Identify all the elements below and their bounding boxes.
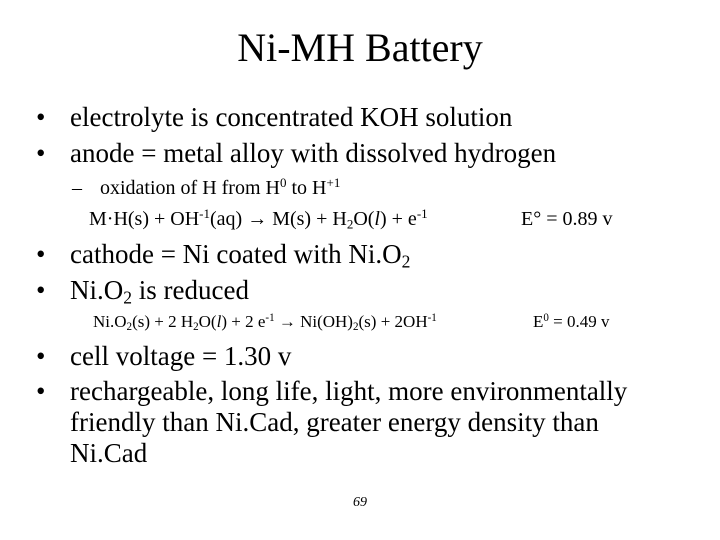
cathode-potential bbox=[533, 311, 610, 333]
eq-sub: 2 bbox=[346, 216, 354, 232]
bullet-text: rechargeable, long life, light, more environmentally bbox=[70, 376, 628, 406]
eq-part: ) + 2 e bbox=[221, 312, 266, 331]
slide-title: Ni-MH Battery bbox=[237, 25, 483, 70]
eq-liquid-l: l bbox=[374, 208, 380, 230]
eq-part: (s) + 2 H bbox=[132, 312, 194, 331]
eq-sub: 2 bbox=[352, 320, 359, 333]
dash-icon: – bbox=[72, 177, 82, 199]
bullet-nio2-reduced bbox=[36, 274, 249, 306]
oxidation-text-1: oxidation of H from H bbox=[100, 177, 280, 199]
bullet-icon: • bbox=[36, 275, 46, 305]
eq-part: M·H(s) + OH bbox=[89, 208, 200, 230]
eq-sup: 0 bbox=[543, 311, 549, 324]
eq-part: Ni.O bbox=[93, 312, 127, 331]
bullet-sub: 2 bbox=[123, 287, 133, 308]
eq-liquid-l: l bbox=[216, 312, 222, 331]
page-number: 69 bbox=[353, 495, 367, 510]
bullet-text: is reduced bbox=[132, 275, 249, 305]
cathode-equation bbox=[93, 311, 437, 333]
bullet-rechargeable bbox=[36, 375, 627, 407]
eq-sup: -1 bbox=[199, 205, 210, 221]
oxidation-sup-2: +1 bbox=[326, 174, 341, 190]
eq-part: → Ni(OH) bbox=[274, 312, 353, 331]
sub-bullet-oxidation bbox=[72, 176, 340, 200]
bullet-text: electrolyte is concentrated KOH solution bbox=[70, 102, 513, 132]
bullet-electrolyte bbox=[36, 101, 512, 133]
bullet-icon: • bbox=[36, 341, 46, 371]
bullet-icon: • bbox=[36, 102, 46, 132]
anode-equation bbox=[89, 207, 428, 231]
bullet-cell-voltage bbox=[36, 340, 291, 372]
anode-potential: E° = 0.89 v bbox=[521, 208, 613, 230]
bullet-text: Ni.O bbox=[70, 275, 124, 305]
bullet-text: cell voltage = 1.30 v bbox=[70, 341, 292, 371]
bullet-rechargeable-line-2: friendly than Ni.Cad, greater energy density than bbox=[70, 407, 599, 437]
bullet-icon: • bbox=[36, 138, 46, 168]
eq-sub: 2 bbox=[126, 320, 133, 333]
eq-part: E bbox=[533, 312, 544, 331]
bullet-sub: 2 bbox=[401, 251, 411, 272]
bullet-text: cathode = Ni coated with Ni.O bbox=[70, 239, 402, 269]
bullet-icon: • bbox=[36, 376, 46, 406]
bullet-text: anode = metal alloy with dissolved hydrogen bbox=[70, 138, 557, 168]
oxidation-text-2: to H bbox=[286, 177, 327, 199]
eq-part: = 0.49 v bbox=[548, 312, 610, 331]
eq-sub: 2 bbox=[193, 320, 199, 333]
bullet-icon: • bbox=[36, 239, 46, 269]
bullet-anode bbox=[36, 137, 556, 169]
bullet-rechargeable-line-3: Ni.Cad bbox=[70, 438, 148, 468]
eq-sup: -1 bbox=[416, 205, 428, 221]
oxidation-sup-1: 0 bbox=[279, 174, 287, 190]
eq-sup: -1 bbox=[265, 311, 275, 324]
eq-part: O( bbox=[198, 312, 217, 331]
eq-sup: -1 bbox=[427, 311, 437, 324]
eq-part: O( bbox=[353, 208, 375, 230]
eq-part: ) + e bbox=[379, 208, 417, 230]
eq-part: (aq) → M(s) + H bbox=[210, 208, 347, 230]
bullet-cathode bbox=[36, 238, 410, 270]
eq-part: (s) + 2OH bbox=[358, 312, 428, 331]
